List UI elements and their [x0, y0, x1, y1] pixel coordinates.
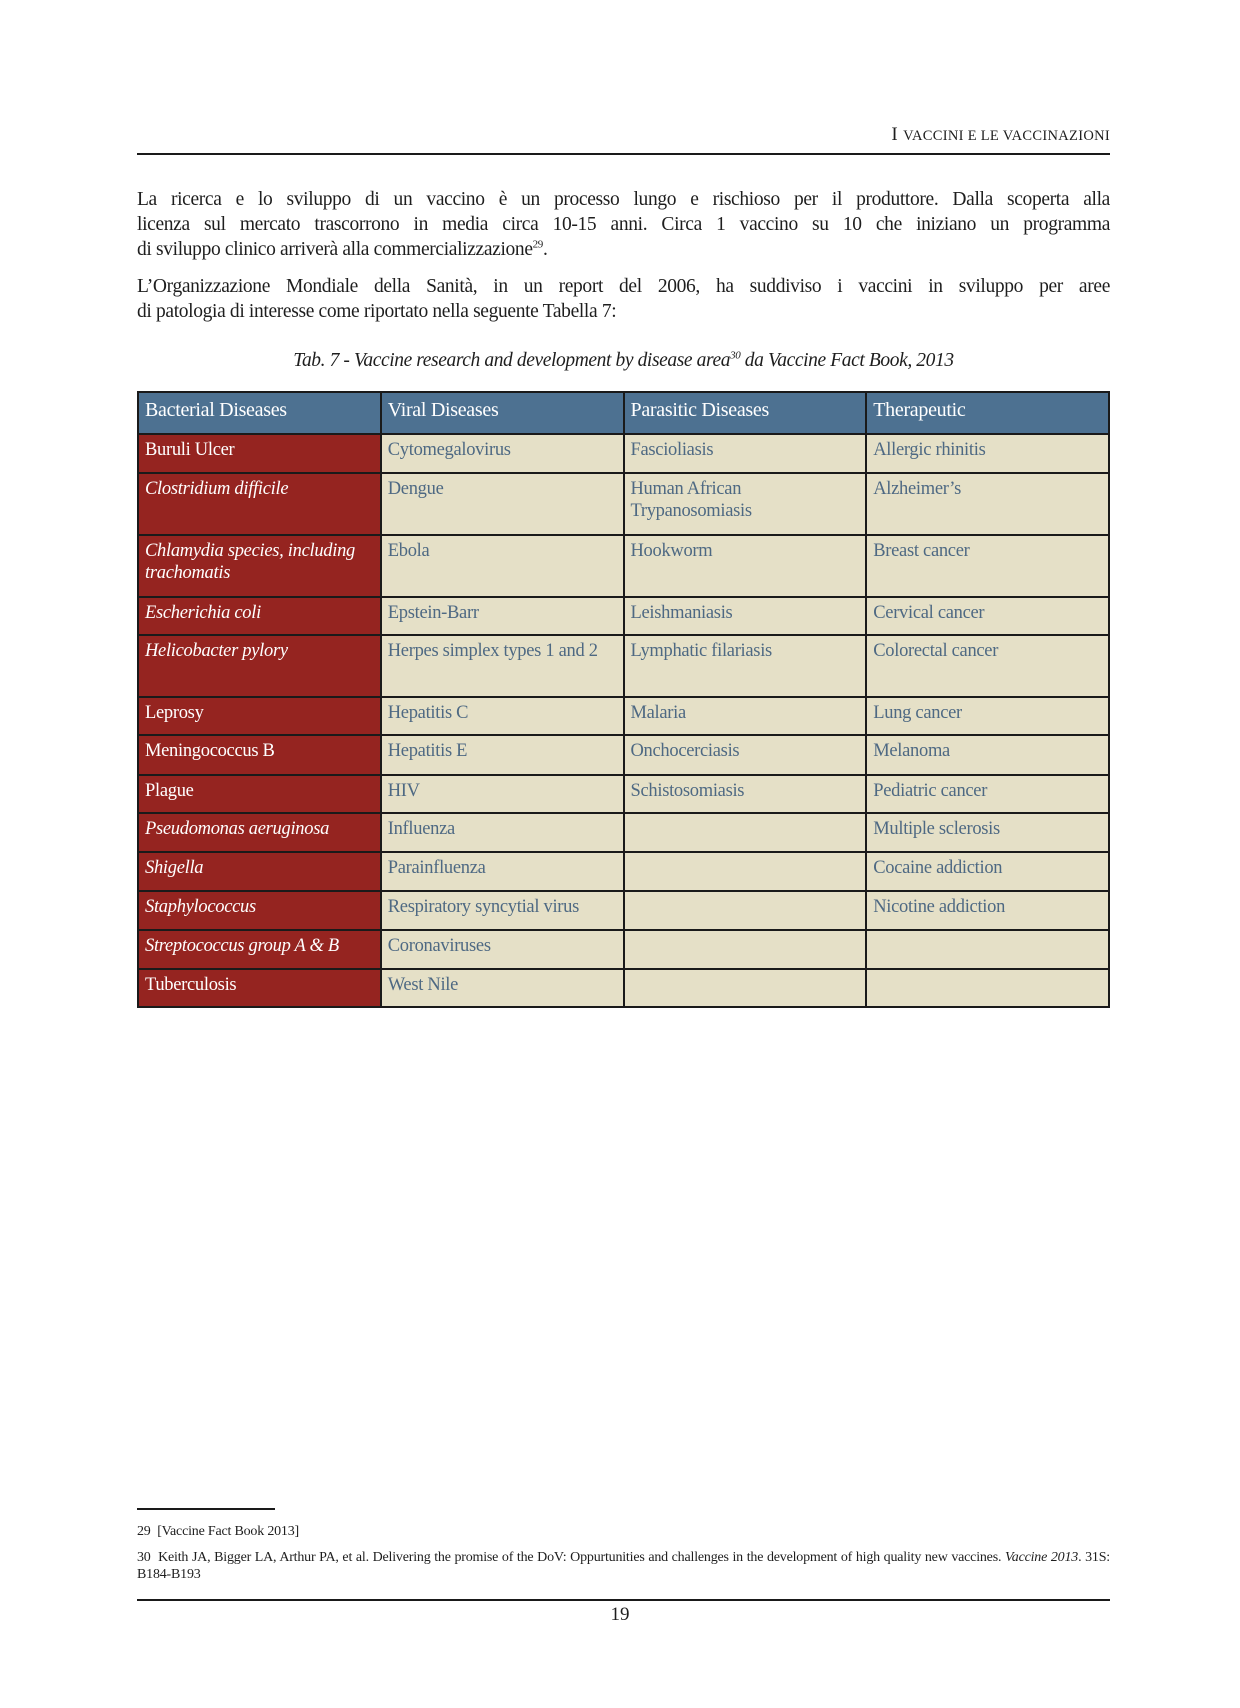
- table-row: [138, 775, 1109, 813]
- paragraph-tail: .: [542, 239, 548, 260]
- cell-parasitic: Leishmaniasis: [624, 597, 867, 635]
- cell-parasitic: [624, 930, 867, 969]
- cell-viral: Hepatitis C: [381, 697, 624, 735]
- footnote-ref[interactable]: 30: [730, 349, 741, 362]
- cell-therapeutic: Multiple sclerosis: [866, 813, 1109, 852]
- footnote-number: 29: [137, 1524, 151, 1539]
- header-viral: Viral Diseases: [381, 392, 624, 434]
- cell-viral: West Nile: [381, 969, 624, 1007]
- table-row: [138, 635, 1109, 697]
- cell-parasitic: Human African Trypanosomiasis: [624, 473, 867, 535]
- footnote-number: 30: [137, 1550, 151, 1565]
- footnote-29: [137, 1523, 1110, 1540]
- cell-bacterial: Clostridium difficile: [138, 473, 381, 535]
- cell-parasitic: Onchocerciasis: [624, 735, 867, 775]
- header-divider: [137, 153, 1110, 155]
- header-bacterial: Bacterial Diseases: [138, 392, 381, 434]
- table-row: [138, 735, 1109, 775]
- cell-viral: Dengue: [381, 473, 624, 535]
- cell-parasitic: [624, 891, 867, 930]
- table-row: [138, 930, 1109, 969]
- cell-viral: Epstein-Barr: [381, 597, 624, 635]
- paragraph-line: di patologia di interesse come riportato nella seguente Tabella 7:: [137, 301, 617, 322]
- cell-viral: Influenza: [381, 813, 624, 852]
- cell-parasitic: [624, 852, 867, 891]
- cell-therapeutic: Pediatric cancer: [866, 775, 1109, 813]
- footnote-tail: . 31S: B184-B193: [137, 1550, 1110, 1582]
- cell-therapeutic: Lung cancer: [866, 697, 1109, 735]
- table-row: [138, 473, 1109, 535]
- cell-therapeutic: Melanoma: [866, 735, 1109, 775]
- running-head-text: VACCINI E LE VACCINAZIONI: [903, 128, 1110, 144]
- cell-parasitic: [624, 813, 867, 852]
- footnote-text: Keith JA, Bigger LA, Arthur PA, et al. Delivering the promise of the DoV: Oppurtunities and challenges in the development of high quality new vaccines.: [158, 1550, 1005, 1565]
- cell-bacterial: Shigella: [138, 852, 381, 891]
- cell-therapeutic: Allergic rhinitis: [866, 434, 1109, 473]
- cell-parasitic: Malaria: [624, 697, 867, 735]
- footnote-journal: Vaccine 2013: [1004, 1550, 1079, 1565]
- footnote-30: [137, 1549, 1110, 1583]
- cell-parasitic: Lymphatic filariasis: [624, 635, 867, 697]
- vaccine-table: [137, 391, 1110, 1008]
- running-head-initial: I: [891, 124, 899, 145]
- cell-viral: Hepatitis E: [381, 735, 624, 775]
- cell-bacterial: Escherichia coli: [138, 597, 381, 635]
- cell-therapeutic: [866, 930, 1109, 969]
- cell-parasitic: Fascioliasis: [624, 434, 867, 473]
- table-row: [138, 535, 1109, 597]
- cell-bacterial: Meningococcus B: [138, 735, 381, 775]
- cell-bacterial: Chlamydia species, including trachomatis: [138, 535, 381, 597]
- footnote-text: [Vaccine Fact Book 2013]: [157, 1524, 299, 1539]
- table-row: [138, 813, 1109, 852]
- paragraph-line: licenza sul mercato trascorrono in media circa 10-15 anni. Circa 1 vaccino su 10 che iniziano un programma: [137, 214, 1110, 235]
- cell-bacterial: Pseudomonas aeruginosa: [138, 813, 381, 852]
- footnote-divider: [137, 1508, 275, 1510]
- caption-text: Tab. 7 - Vaccine research and development by disease area: [293, 350, 731, 371]
- cell-therapeutic: Breast cancer: [866, 535, 1109, 597]
- cell-viral: Cytomegalovirus: [381, 434, 624, 473]
- paragraph-line: L’Organizzazione Mondiale della Sanità, in un report del 2006, ha suddiviso i vaccini in sviluppo per aree: [137, 276, 1110, 297]
- cell-bacterial: Tuberculosis: [138, 969, 381, 1007]
- cell-bacterial: Staphylococcus: [138, 891, 381, 930]
- cell-bacterial: Buruli Ulcer: [138, 434, 381, 473]
- cell-viral: Ebola: [381, 535, 624, 597]
- table-row: [138, 597, 1109, 635]
- caption-source: da Vaccine Fact Book, 2013: [740, 350, 954, 371]
- paragraph-2: [137, 274, 1110, 324]
- table-row: [138, 697, 1109, 735]
- footer-divider: [137, 1599, 1110, 1601]
- cell-bacterial: Plague: [138, 775, 381, 813]
- cell-therapeutic: Nicotine addiction: [866, 891, 1109, 930]
- cell-therapeutic: Alzheimer’s: [866, 473, 1109, 535]
- table-row: [138, 969, 1109, 1007]
- cell-therapeutic: Cervical cancer: [866, 597, 1109, 635]
- table-row: [138, 891, 1109, 930]
- cell-bacterial: Helicobacter pylory: [138, 635, 381, 697]
- cell-viral: HIV: [381, 775, 624, 813]
- running-head: [891, 124, 1110, 146]
- cell-viral: Parainfluenza: [381, 852, 624, 891]
- header-therapeutic: Therapeutic: [866, 392, 1109, 434]
- cell-viral: Coronaviruses: [381, 930, 624, 969]
- table-row: [138, 852, 1109, 891]
- cell-bacterial: Leprosy: [138, 697, 381, 735]
- table-header-row: [138, 392, 1109, 434]
- paragraph-line: [137, 237, 1110, 262]
- cell-therapeutic: Cocaine addiction: [866, 852, 1109, 891]
- cell-bacterial: Streptococcus group A & B: [138, 930, 381, 969]
- cell-therapeutic: Colorectal cancer: [866, 635, 1109, 697]
- footnote-ref[interactable]: 29: [532, 238, 543, 251]
- table-row: [138, 434, 1109, 473]
- cell-viral: Herpes simplex types 1 and 2: [381, 635, 624, 697]
- cell-parasitic: Hookworm: [624, 535, 867, 597]
- cell-parasitic: [624, 969, 867, 1007]
- cell-parasitic: Schistosomiasis: [624, 775, 867, 813]
- page-number: 19: [610, 1604, 630, 1625]
- table-caption: [137, 350, 1110, 372]
- paragraph-line: La ricerca e lo sviluppo di un vaccino è un processo lungo e rischioso per il produttore. Dalla scoperta alla: [137, 189, 1110, 210]
- paragraph-line-text: di sviluppo clinico arriverà alla commercializzazione: [137, 239, 533, 260]
- paragraph-1: [137, 187, 1110, 262]
- header-parasitic: Parasitic Diseases: [624, 392, 867, 434]
- cell-therapeutic: [866, 969, 1109, 1007]
- cell-viral: Respiratory syncytial virus: [381, 891, 624, 930]
